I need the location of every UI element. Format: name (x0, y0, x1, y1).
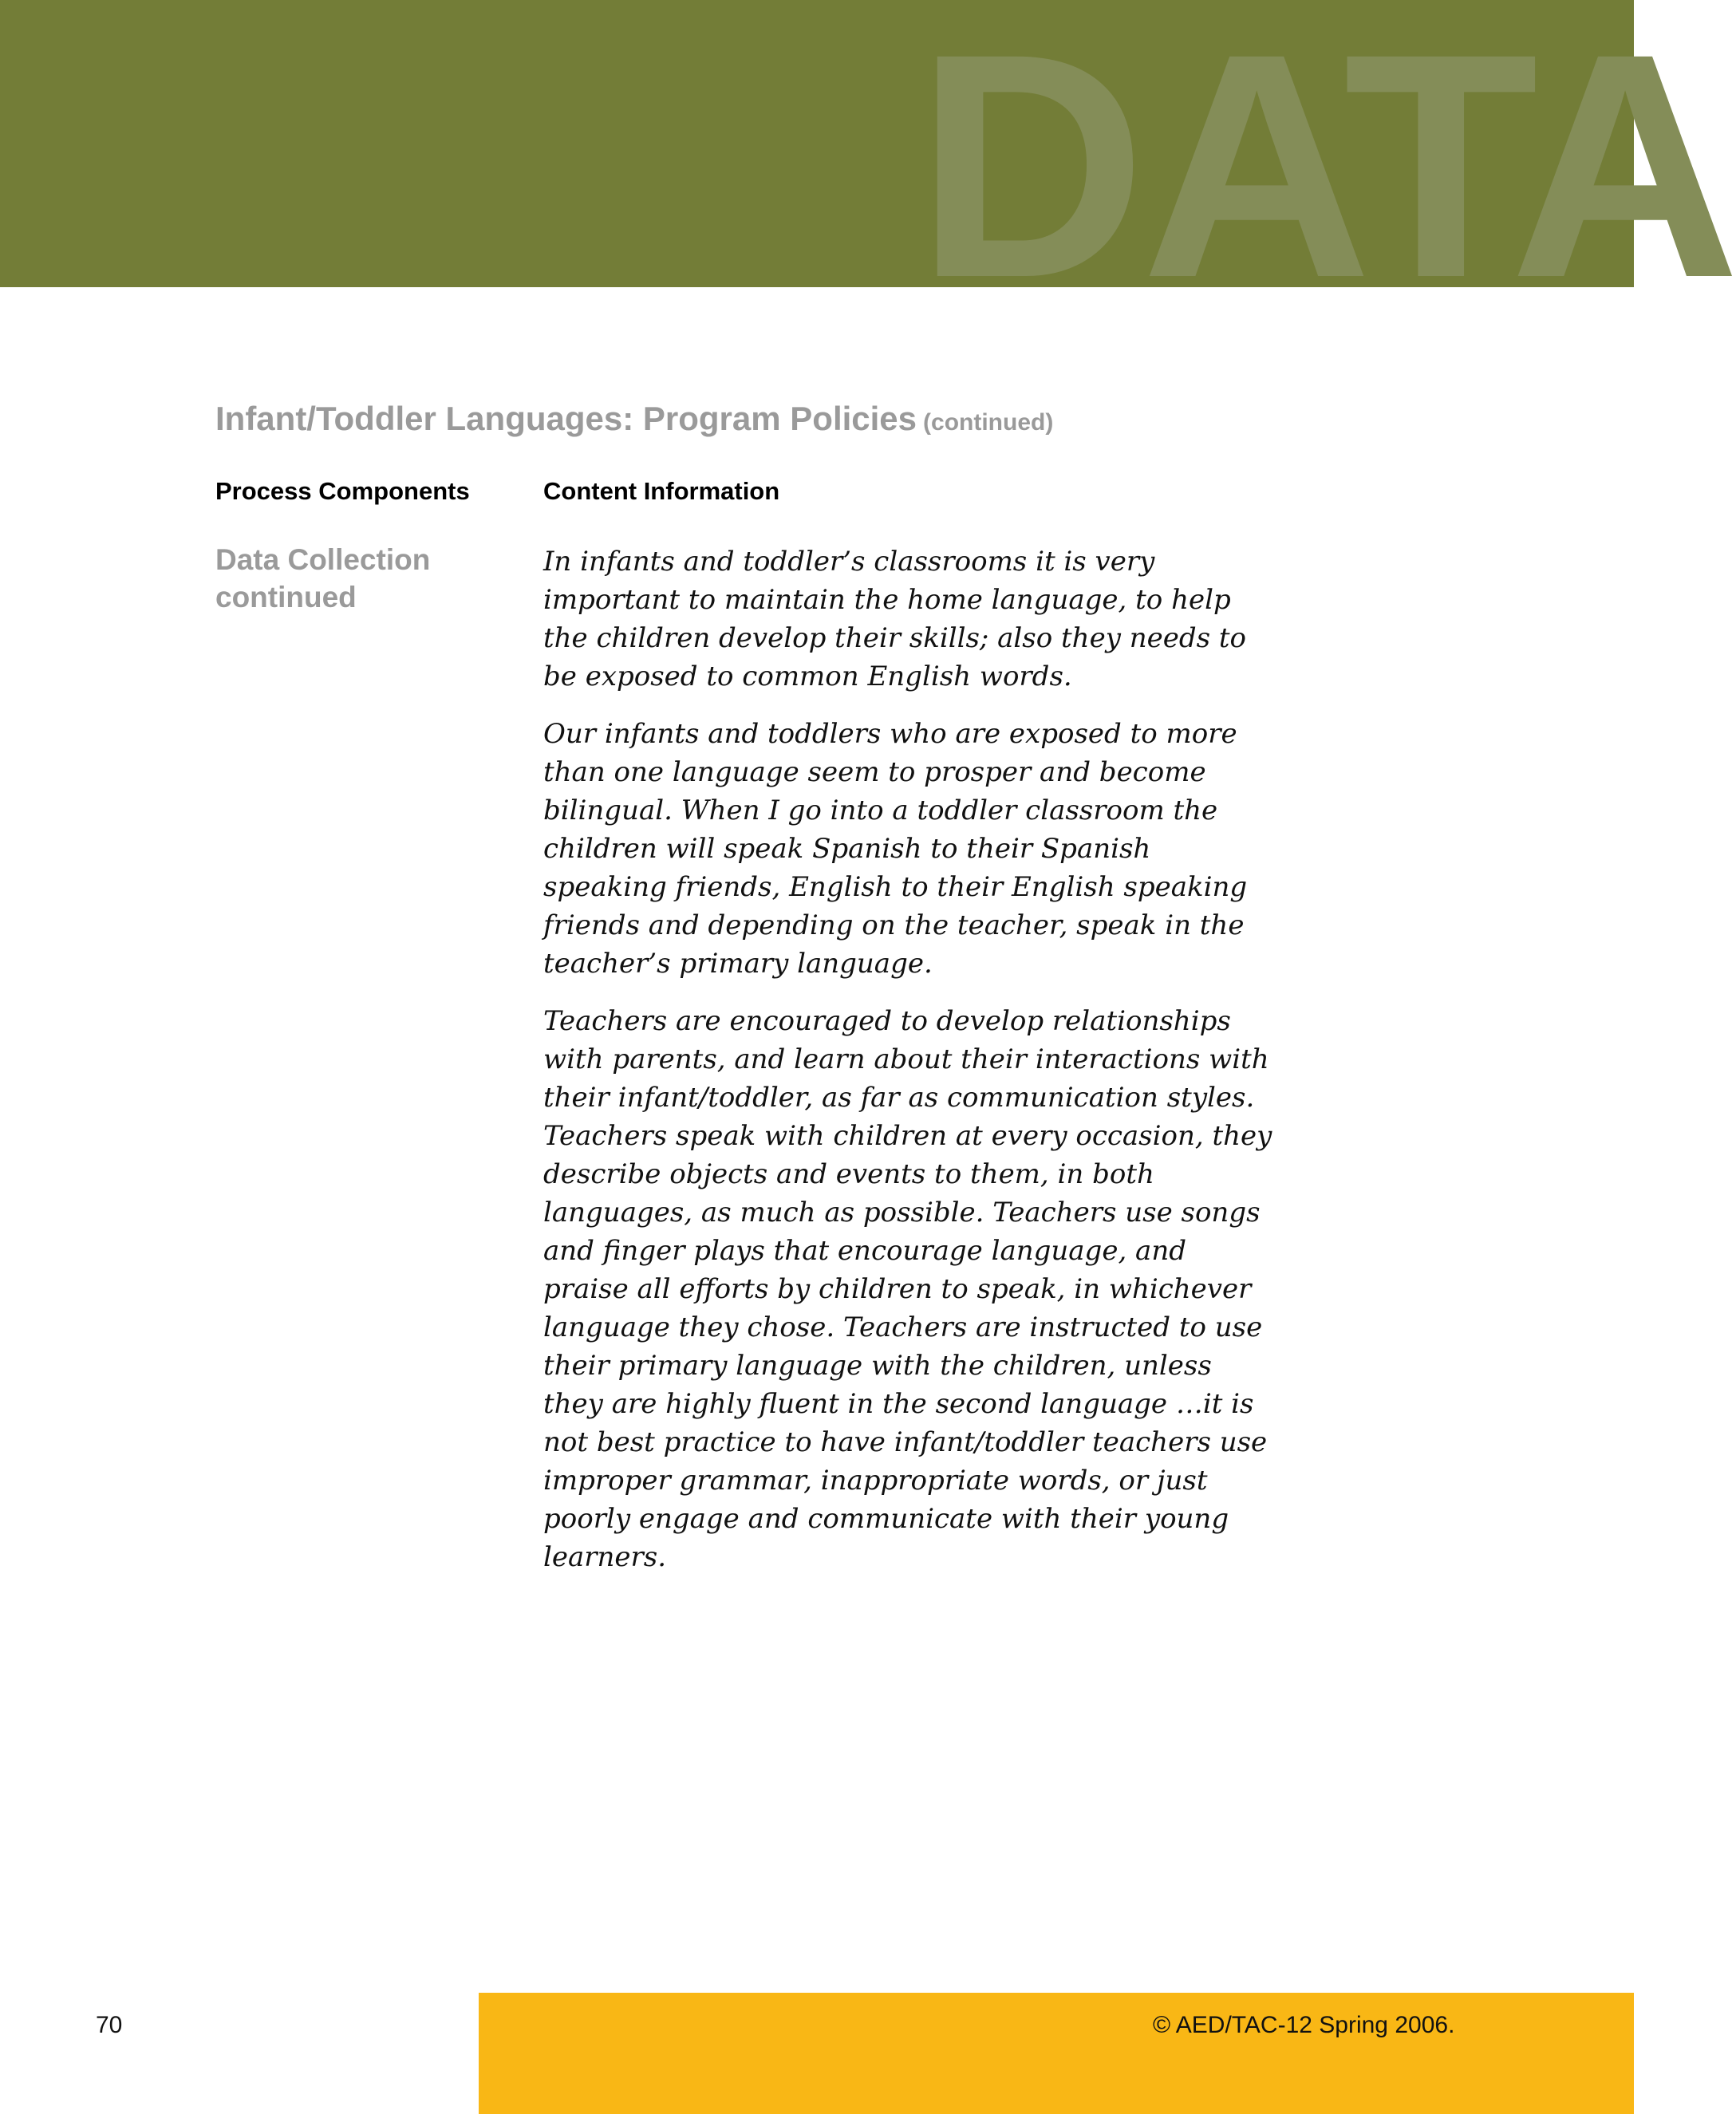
section-label-line2: continued (215, 581, 357, 613)
page-number: 70 (96, 2012, 123, 2038)
footer-band (479, 1993, 1634, 2114)
content-paragraph-3: Teachers are encouraged to develop relationships with parents, and learn about their interactions with their infant/toddler, as far as communication styles. Teachers speak with children at every occasion, they describe objects and events to them, in both languages, as much as possible. Teachers use songs and finger plays that encourage language, and praise all efforts by children to speak, in whichever language they chose. Teachers are instructed to use their primary language with the children, unless they are highly fluent in the second language …it is not best practice to have infant/toddler teachers use improper grammar, inappropriate words, or just poorly engage and communicate with their young learners. (543, 1005, 1272, 1573)
content-paragraph-1: In infants and toddler’s classrooms it is very important to maintain the home language, to help the children develop their skills; also they needs to be exposed to common English words. (543, 546, 1247, 692)
page-title (215, 399, 1053, 439)
section-label (215, 541, 503, 616)
content-body (543, 542, 1277, 1595)
page-title-continued: (continued) (923, 409, 1054, 436)
column-header-process-components: Process Components (215, 477, 470, 505)
copyright-notice: © AED/TAC-12 Spring 2006. (1153, 2012, 1455, 2038)
header-band (0, 0, 1736, 344)
content-paragraph-2: Our infants and toddlers who are exposed to more than one language seem to prosper and become bilingual. When I go into a toddler classroom the children will speak Spanish to their Spanish speaking friends, English to their English speaking friends and depending on the teacher, speak in the teacher’s primary language. (543, 718, 1248, 980)
column-header-content-information: Content Information (543, 477, 780, 505)
header-watermark: DATA (916, 0, 1736, 344)
section-label-line1: Data Collection (215, 543, 431, 576)
page-title-main: Infant/Toddler Languages: Program Policies (215, 400, 917, 437)
